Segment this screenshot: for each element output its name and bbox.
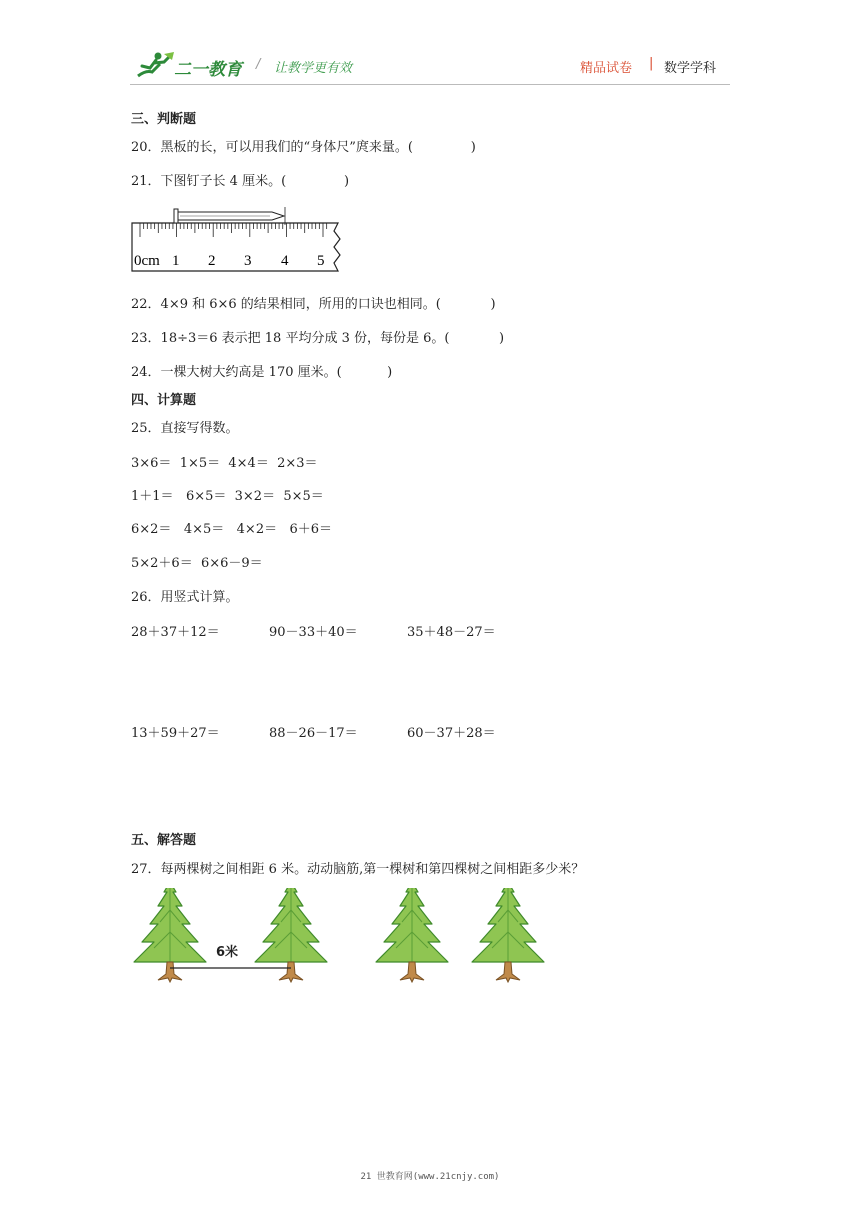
vertical-calc-item: 28＋37＋12＝: [131, 625, 220, 640]
section-calc-title: 四、计算题: [131, 393, 197, 408]
vertical-calc-item: 90－33＋40＝: [269, 625, 358, 640]
ruler-figure: [130, 203, 344, 275]
tree-icon: [472, 888, 544, 982]
direct-calc-row: 1＋1＝ 6×5＝ 3×2＝ 5×5＝: [131, 489, 324, 504]
header: [130, 48, 730, 82]
slogan: 让教学更有效: [274, 61, 353, 76]
trees-figure: [128, 888, 578, 988]
footer: 21 世教育网(www.21cnjy.com): [360, 1172, 500, 1182]
question-22: 22．4×9 和 6×6 的结果相同，所用的口诀也相同。( ): [131, 297, 496, 312]
nail-icon: [174, 207, 285, 225]
tree-icon: [376, 888, 448, 982]
ruler-label-5: 5: [317, 253, 325, 269]
header-label: 精品试卷: [580, 61, 633, 76]
ruler-label-0: 0cm: [134, 253, 160, 269]
ruler-label-4: 4: [281, 253, 289, 269]
question-25: 25．直接写得数。: [131, 421, 239, 436]
question-26: 26．用竖式计算。: [131, 590, 239, 605]
question-27: 27．每两棵树之间相距 6 米。动动脑筋,第一棵树和第四棵树之间相距多少米？: [131, 862, 585, 877]
question-24: 24．一棵大树大约高是 170 厘米。( ): [131, 365, 393, 380]
distance-label: 6米: [216, 945, 239, 960]
direct-calc-row: 3×6＝ 1×5＝ 4×4＝ 2×3＝: [131, 456, 318, 471]
ruler-label-3: 3: [244, 253, 252, 269]
subject-label: 数学学科: [664, 61, 717, 76]
section-answer-title: 五、解答题: [131, 833, 197, 848]
section-judge-title: 三、判断题: [131, 112, 197, 127]
ruler-label-1: 1: [172, 253, 180, 269]
question-20: 20．黑板的长，可以用我们的“身体尺”庹来量。( ): [131, 140, 476, 155]
direct-calc-row: 6×2＝ 4×5＝ 4×2＝ 6＋6＝: [131, 522, 333, 537]
direct-calc-row: 5×2＋6＝ 6×6－9＝: [131, 556, 263, 571]
vertical-calc-item: 35＋48－27＝: [407, 625, 496, 640]
vertical-calc-item: 60－37＋28＝: [407, 726, 496, 741]
question-21: 21．下图钉子长 4 厘米。( ): [131, 174, 350, 189]
header-rule: [130, 84, 730, 85]
header-separator: |: [649, 56, 654, 71]
runner-logo-icon: [134, 50, 176, 80]
header-divider: /: [256, 57, 261, 72]
vertical-calc-item: 88－26－17＝: [269, 726, 358, 741]
logo-text: 二一教育: [174, 60, 242, 80]
vertical-calc-item: 13＋59＋27＝: [131, 726, 220, 741]
question-23: 23．18÷3＝6 表示把 18 平均分成 3 份，每份是 6。( ): [131, 331, 505, 346]
ruler-label-2: 2: [208, 253, 216, 269]
